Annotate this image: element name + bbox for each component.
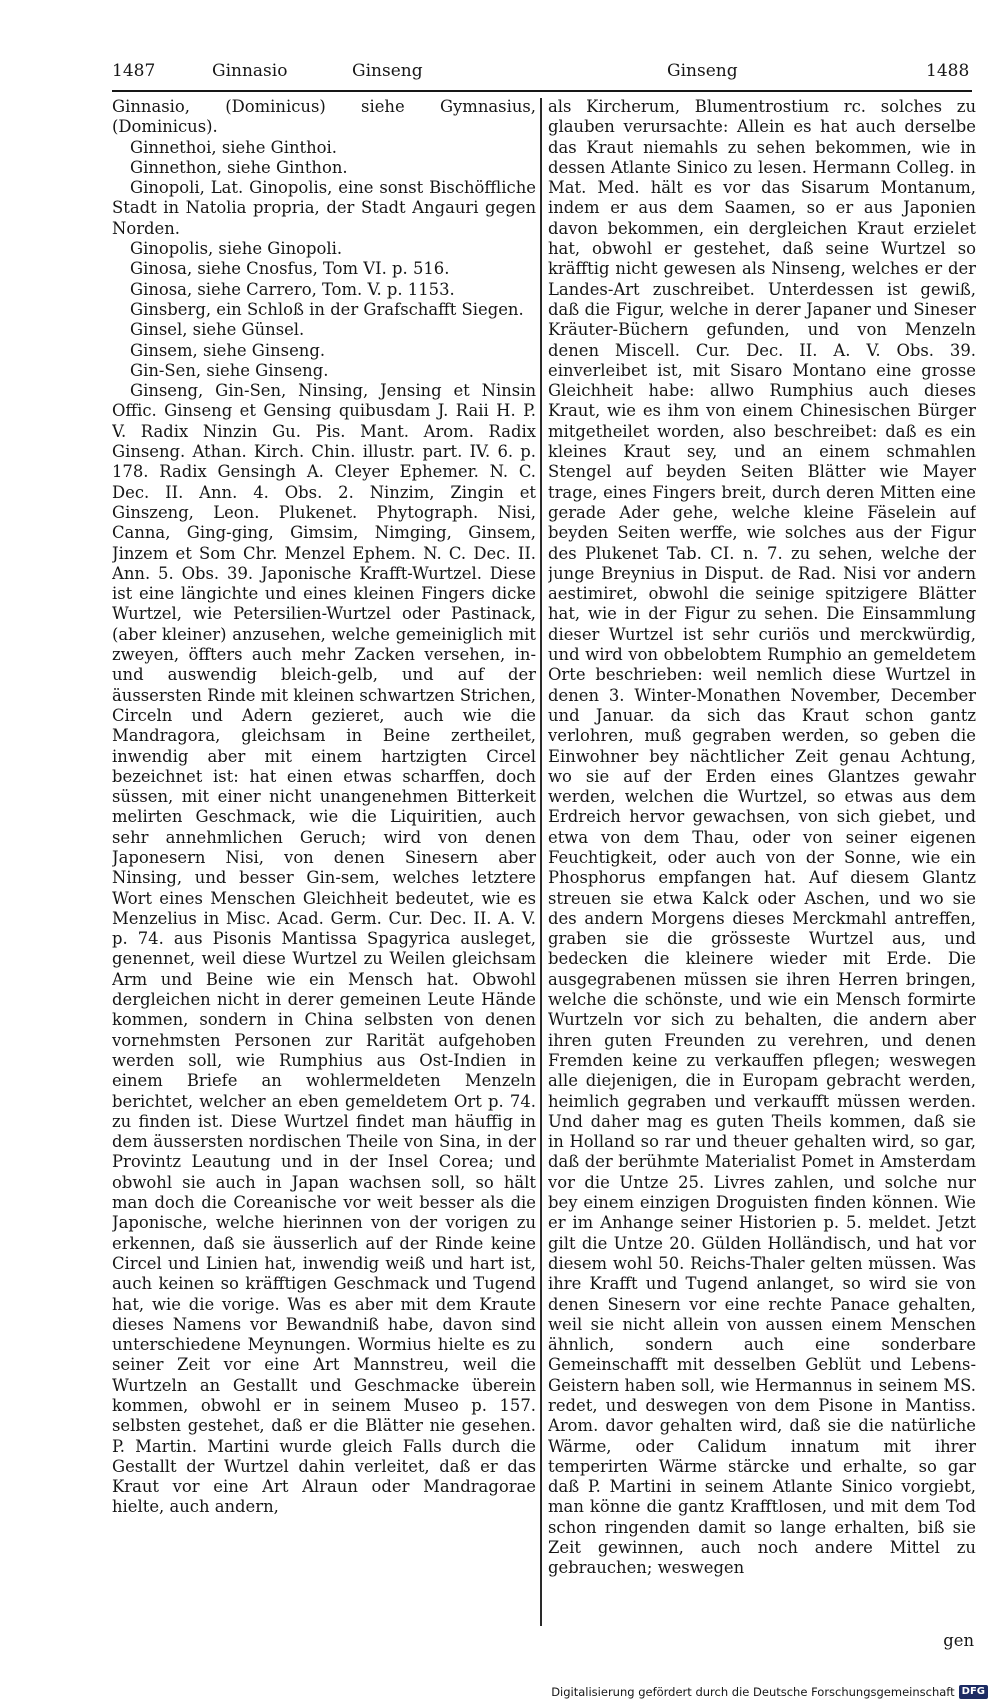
- entry-ginnasio: Ginnasio, (Dominicus) siehe Gymnasius, (Dominicus).: [112, 97, 536, 137]
- page-number-left: 1487: [112, 61, 156, 81]
- entry-ginosa-2: Ginosa, siehe Carrero, Tom. V. p. 1153.: [130, 279, 455, 299]
- entry-ginseng-continued: als Kircherum, Blumentrostium rc. solches zu glauben verursachte: Allein es hat auch derselbe das Kraut niemahls zu sehen bekommen, wie in dessen Atlante Sinico zu lesen. Hermann Colleg. in Mat. Med. hält es vor das Sisarum Montanum, indem er aus dem Saamen, so er aus Japonien davon bekommen, ein dergleichen Kraut erzielet hat, obwohl er gestehet, daß seine Wurtzel so kräfftig nicht gewesen als Ninseng, welches er der Landes-Art zuschreibet. Unterdessen ist gewiß, daß die Figur, welche in derer Japaner und Sineser Kräuter-Büchern gefunden, und von Menzeln denen Miscell. Cur. Dec. II. A. V. Obs. 39. einverleibet ist, mit Sisaro Montano eine grosse Gleichheit habe: allwo Rumphius auch dieses Kraut, wie es ihm von einem Chinesischen Bürger mitgetheilet worden, also beschreibet: daß es ein kleines Kraut sey, und an einem schmahlen Stengel auf beyden Seiten Blätter wie Mayer trage, eines Fingers breit, durch deren Mitten eine gerade Ader gehe, welche kleine Fäselein auf beyden Seiten werffe, wie solches aus der Figur des Plukenet Tab. CI. n. 7. zu sehen, welche der junge Breynius in Disput. de Rad. Nisi vor andern aestimiret, obwohl die seinige spitzigere Blätter hat, wie in der Figur zu sehen. Die Einsammlung dieser Wurtzel ist sehr curiös und merckwürdig, und wird von obbelobtem Rumphio an gemeldetem Orte beschrieben: weil nemlich diese Wurtzel in denen 3. Winter-Monathen November, December und Januar. da sich das Kraut schon gantz verlohren, muß gegraben werden, so geben die Einwohner bey nächtlicher Zeit genau Achtung, wo sie auf der Erden eines Glantzes gewahr werden, welchen die Wurtzel, so etwas aus dem Erdreich hervor gewachsen, von sich giebet, und etwa von dem Thau, oder von seiner eigenen Feuchtigkeit, oder auch von der Sonne, wie ein Phosphorus empfangen hat. Auf diesem Glantz streuen sie etwa Kalck oder Aschen, und wo sie des andern Morgens dieses Merckmahl antreffen, graben sie die grösseste Wurtzel aus, und bedecken die kleinere wieder mit Erde. Die ausgegrabenen müssen sie ihren Herren bringen, welche die schönste, und wie ein Mensch formirte Wurtzeln vor sich zu behalten, die andern aber ihren guten Freunden zu verehren, und denen Fremden keine zu verkauffen pflegen; weswegen alle diejenigen, die in Europam gebracht werden, heimlich gegraben und verkaufft müssen werden. Und daher mag es guten Theils kommen, daß sie in Holland so rar und theuer gehalten wird, so gar, daß der berühmte Materialist Pomet in Amsterdam vor die Untze 25. Livres zahlen, und solche nur bey einem einzigen Droguisten finden können. Wie er im Anhange seiner Historien p. 5. meldet. Jetzt gilt die Untze 20. Gülden Holländisch, und hat vor diesem wohl 50. Reichs-Thaler gelten müssen. Was ihre Krafft und Tugend anlanget, so wird sie von denen Sinesern vor eine rechte Panace gehalten, weil sie nicht allein von aussen einem Menschen ähnlich, sondern auch eine sonderbare Gemeinschafft mit desselben Geblüt und Lebens-Geistern haben soll, wie Hermannus in seinem MS. redet, und deswegen von dem Pisone in Mantiss. Arom. davor gehalten wird, daß sie die natürliche Wärme, oder Calidum innatum mit ihrer temperirten Wärme stärcke und erhalte, so gar daß P. Martini in seinem Atlante Sinico vorgiebt, man könne die gantz Krafftlosen, und mit dem Tod schon ringenden damit so lange erhalten, biß sie Zeit gewinnen, auch noch andere Mittel zu gebrauchen; weswegen: [548, 97, 976, 1578]
- running-header: [112, 60, 974, 92]
- entry-ginsel: Ginsel, siehe Günsel.: [130, 320, 305, 340]
- entry-ginopoli: Ginopoli, Lat. Ginopolis, eine sonst Bischöffliche Stadt in Natolia propria, der Stadt Angauri gegen Norden.: [112, 178, 536, 238]
- entry-ginopolis: Ginopolis, siehe Ginopoli.: [130, 239, 343, 259]
- page-number-right: 1488: [926, 61, 970, 81]
- right-column: [548, 97, 976, 1627]
- column-divider: [540, 98, 542, 1626]
- entry-ginsem: Ginsem, siehe Ginseng.: [130, 340, 326, 360]
- dfg-logo: DFG: [959, 1685, 988, 1699]
- header-rule: [112, 90, 972, 92]
- entry-ginsberg: Ginsberg, ein Schloß in der Grafschafft Siegen.: [130, 299, 524, 319]
- footer-credit: Digitalisierung gefördert durch die Deutsche Forschungsgemeinschaft: [551, 1685, 955, 1699]
- left-column: [112, 97, 536, 1627]
- entry-ginnethoi: Ginnethoi, siehe Ginthoi.: [130, 137, 337, 157]
- catchword: gen: [943, 1631, 974, 1650]
- digitization-footer: [551, 1684, 988, 1700]
- entry-ginseng: Ginseng, Gin-Sen, Ninsing, Jensing et Ninsin Offic. Ginseng et Gensing quibusdam J. Raii H. P. V. Radix Ninzin Gu. Pis. Mant. Arom. Radix Ginseng. Athan. Kirch. Chin. illustr. part. IV. 6. p. 178. Radix Gensingh A. Cleyer Ephemer. N. C. Dec. II. Ann. 4. Obs. 2. Ninzim, Zingin et Ginszeng, Leon. Plukenet. Phytograph. Nisi, Canna, Ging-ging, Gimsim, Nimging, Ginsem, Jinzem et Som Chr. Menzel Ephem. N. C. Dec. II. Ann. 5. Obs. 39. Japonische Krafft-Wurtzel. Diese ist eine längichte und eines kleinen Fingers dicke Wurtzel, wie Petersilien-Wurtzel oder Pastinack, (aber kleiner) anzusehen, welche gemeiniglich mit zweyen, öffters auch mehr Zacken versehen, in- und auswendig bleich-gelb, und auf der äussersten Rinde mit kleinen schwartzen Strichen, Circeln und Adern gezieret, auch wie die Mandragora, gleichsam in Beine zertheilet, inwendig aber mit einem hartzigten Circel bezeichnet ist: hat einen etwas scharffen, doch süssen, mit einer nicht unangenehmen Bitterkeit melirten Geschmack, wie die Liquiritien, auch sehr annehmlichen Geruch; wird von denen Japonesern Nisi, von denen Sinesern aber Ninsing, und besser Gin-sem, welches letztere Wort eines Menschen Gleichheit bedeutet, wie es Menzelius in Misc. Acad. Germ. Cur. Dec. II. A. V. p. 74. aus Pisonis Mantissa Spagyrica ausleget, genennet, weil diese Wurtzel zu Weilen gleichsam Arm und Beine wie ein Mensch hat. Obwohl dergleichen nicht in derer gemeinen Leute Hände kommen, sondern in China selbsten von denen vornehmsten Personen zur Rarität aufgehoben werden soll, wie Rumphius aus Ost-Indien in einem Briefe an wohlermeldeten Menzeln berichtet, welcher an eben gemeldetem Ort p. 74. zu finden ist. Diese Wurtzel findet man häuffig in dem äussersten nordischen Theile von Sina, in der Provintz Leautung und in der Insel Corea; und obwohl sie auch in Japan wachsen soll, so hält man doch die Coreanische vor weit besser als die Japonische, welche hierinnen von der vorigen zu erkennen, daß sie äusserlich auf der Rinde keine Circel und Linien hat, inwendig weiß und hart ist, auch keinen so kräfftigen Geschmack und Tugend hat, wie die vorige. Was es aber mit dem Kraute dieses Namens vor Bewandniß habe, davon sind unterschiedene Meynungen. Wormius hielte es zu seiner Zeit vor eine Art Mannstreu, weil die Wurtzeln an Gestallt und Geschmacke überein kommen, obwohl er in seinem Museo p. 157. selbsten gestehet, daß er die Blätter nie gesehen. P. Martin. Martini wurde gleich Falls durch die Gestallt der Wurtzel dahin verleitet, daß er das Kraut vor eine Art Alraun oder Mandragorae hielte, auch andern,: [112, 381, 536, 1517]
- guide-word-left-2: Ginseng: [352, 61, 423, 81]
- entry-ginnethon: Ginnethon, siehe Ginthon.: [130, 157, 348, 177]
- entry-ginosa-1: Ginosa, siehe Cnosfus, Tom VI. p. 516.: [130, 259, 450, 279]
- guide-word-right: Ginseng: [667, 61, 738, 81]
- entry-gin-sen: Gin-Sen, siehe Ginseng.: [130, 360, 329, 380]
- guide-word-left-1: Ginnasio: [212, 61, 288, 81]
